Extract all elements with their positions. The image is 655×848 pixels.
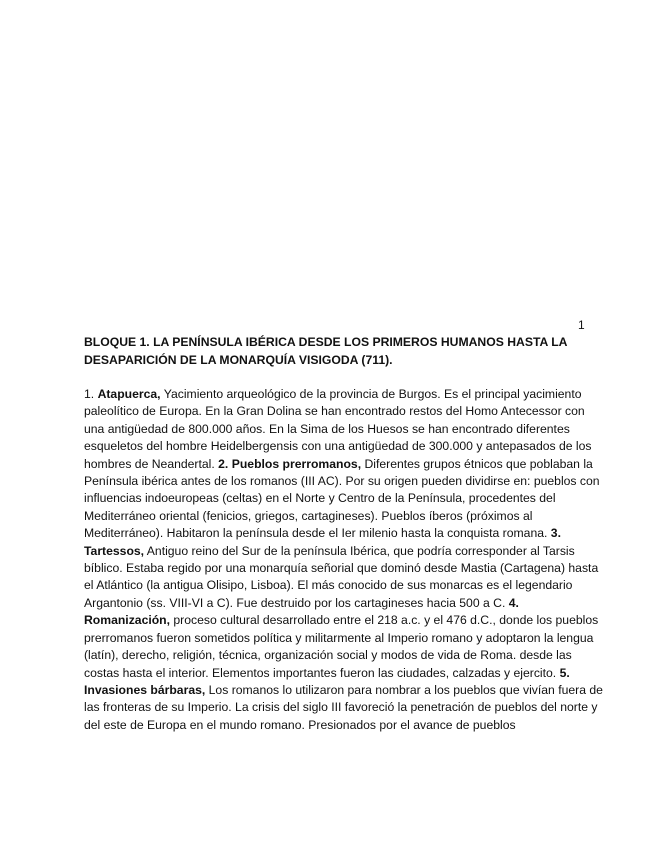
section-5-term: Invasiones bárbaras, <box>84 682 206 697</box>
section-1-text: Yacimiento arqueológico de la provincia de Burgos. Es el principal yacimiento paleolítico de Europa. En la Gran Dolina se han encontrado restos del Homo Antecessor con una antigüedad de 800.000 años. En la Sima de los Huesos se han encontrado diferentes esqueletos del hombre Heidelbergensis con una antigüedad de 300.000 y antepasados de los hombres de Neandertal. <box>84 387 592 471</box>
page-number: 1 <box>578 318 585 332</box>
section-4-number: 4. <box>508 595 519 610</box>
section-4-term: Romanización, <box>84 613 171 628</box>
section-heading: BLOQUE 1. LA PENÍNSULA IBÉRICA DESDE LOS PRIMEROS HUMANOS HASTA LA DESAPARICIÓN DE LA MONARQUÍA VISIGODA (711). <box>84 335 568 367</box>
section-2-text: Diferentes grupos étnicos que poblaban la Península ibérica antes de los romanos (III AC). Por su origen pueden dividirse en: pueblos con influencias indoeuropeas (celtas) en el Norte y Centro de la Península, procedentes del Mediterráneo oriental (fenicios, griegos, cartagineses). Pueblos íberos (próximos al Mediterráneo). Habitaron la península desde el Ier milenio hasta la conquista romana. <box>84 456 600 541</box>
section-4-text: proceso cultural desarrollado entre el 218 a.c. y el 476 d.C., donde los pueblos prerromanos fueron sometidos política y militarmente al Imperio romano y adoptaron la lengua (latín), derecho, religión, técnica, organización social y modos de vida de Roma. desde las costas hasta el interior. Elementos importantes fueron las ciudades, calzadas y ejercito. <box>84 613 599 680</box>
section-3-text: Antiguo reino del Sur de la península Ibérica, que podría corresponder al Tarsis bíblico. Estaba regido por una monarquía señorial que dominó desde Mastia (Cartagena) hasta el Atlántico (la antigua Olisipo, Lisboa). El más conocido de sus monarcas es el legendario Argantonio (ss. VIII-VI a C). Fue destruido por los cartagineses hacia 500 a C. <box>84 543 599 610</box>
body-paragraph <box>84 386 604 734</box>
section-5-text: Los romanos lo utilizaron para nombrar a los pueblos que vivían fuera de las fronteras de su Imperio. La crisis del siglo III favoreció la penetración de pueblos del norte y del este de Europa en el mundo romano. Presionados por el avance de pueblos <box>84 682 603 732</box>
section-1-number: 1. <box>84 387 95 401</box>
section-2-term: Pueblos prerromanos, <box>231 456 362 471</box>
section-3-term: Tartessos, <box>84 543 145 558</box>
section-5-number: 5. <box>559 665 570 680</box>
section-2-number: 2. <box>218 456 229 471</box>
section-3-number: 3. <box>550 526 561 541</box>
section-1-term: Atapuerca, <box>97 387 161 401</box>
